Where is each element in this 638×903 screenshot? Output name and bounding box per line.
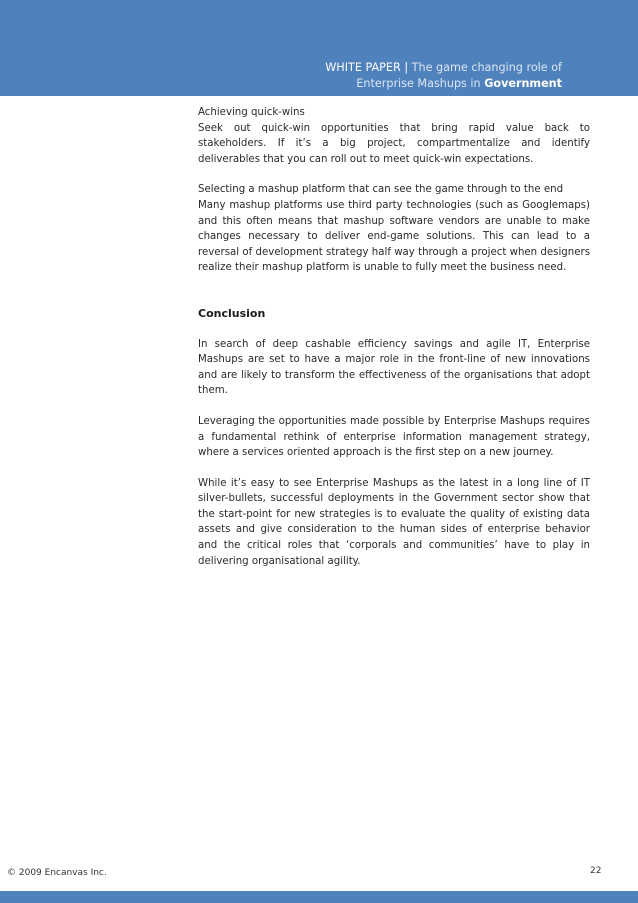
- conclusion-paragraph: While it’s easy to see Enterprise Mashups as the latest in a long line of IT silver-bullets, successful deployments in the Government sector show that the start-point for new strategies is to evaluate the quality of existing data assets and give consideration to the human sides of enterprise behavior and the critical roles that ‘corporals and communities’ have to play in delivering organisational agility.: [198, 477, 590, 567]
- header-white-paper: WHITE PAPER: [325, 61, 401, 74]
- header-line1-rest: The game changing role of: [411, 61, 562, 74]
- subheading-platform: Selecting a mashup platform that can see the game through to the end: [198, 184, 564, 196]
- header-separator: |: [404, 61, 409, 74]
- conclusion-paragraph: In search of deep cashable efficiency savings and agile IT, Enterprise Mashups are set to have a major role in the front-line of new innovations and are likely to transform the effectiveness of the organisations that adopt them.: [198, 338, 590, 397]
- document-header-title: [262, 60, 562, 92]
- page-number: 22: [590, 866, 602, 876]
- footer-band: [0, 891, 638, 903]
- block-platform: [198, 182, 590, 276]
- footer-copyright: © 2009 Encanvas Inc.: [7, 868, 107, 878]
- main-content: [198, 105, 590, 569]
- header-line2-bold: Government: [484, 77, 562, 90]
- paragraph-quick-wins: Seek out quick-win opportunities that bring rapid value back to stakeholders. If it’s a big project, compartmentalize and identify deliverables that you can roll out to meet quick-win expectations.: [198, 122, 590, 165]
- header-line2-prefix: Enterprise Mashups in: [356, 77, 481, 90]
- section-heading-conclusion: Conclusion: [198, 306, 266, 320]
- conclusion-paragraph: Leveraging the opportunities made possible by Enterprise Mashups requires a fundamental rethink of enterprise information management strategy, where a services oriented approach is the first step on a new journey.: [198, 415, 590, 459]
- paragraph-platform: Many mashup platforms use third party technologies (such as Googlemaps) and this often means that mashup software vendors are unable to make changes necessary to deliver end-game solutions. This can lead to a reversal of development strategy half way through a project when designers realize their mashup platform is unable to fully meet the business need.: [198, 199, 590, 274]
- block-quick-wins: [198, 105, 590, 167]
- subheading-quick-wins: Achieving quick-wins: [198, 107, 305, 118]
